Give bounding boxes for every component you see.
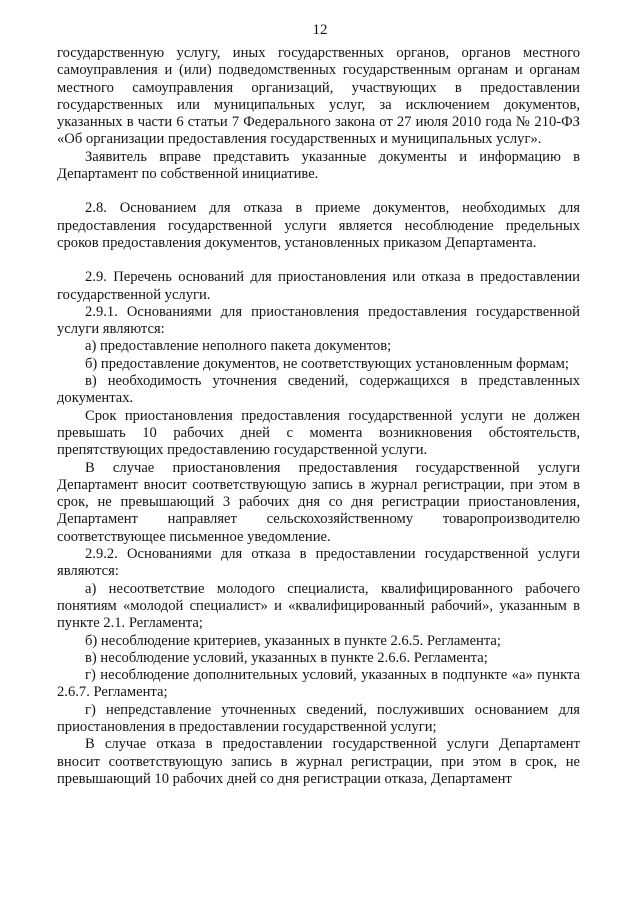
paragraph-gap xyxy=(57,183,580,200)
list-item-a: а) предоставление неполного пакета документов; xyxy=(85,338,392,355)
list-item-a: а) несоответствие молодого специалиста, квалифицированного рабочего понятиям «молодой специалист» и «квалифицированный рабочий», указанным в пункте 2.1. Регламента; xyxy=(57,580,580,632)
page-number: 12 xyxy=(312,22,328,38)
list-item-v: в) необходимость уточнения сведений, содержащихся в представленных документах. xyxy=(57,373,580,407)
paragraph-suspension-case: В случае приостановления предоставления государственной услуги Департамент вносит соответствующую запись в журнал регистрации, при этом в срок, не превышающий 3 рабочих дня со дня регистрации приостановления, Департамент направляет сельскохозяйственному товаропроизводителю соответствующее письменное уведомление. xyxy=(57,459,580,545)
paragraph-suspension-term: Срок приостановления предоставления государственной услуги не должен превышать 10 рабочих дней с момента возникновения обстоятельств, препятствующих предоставлению государственной услуги. xyxy=(57,407,580,459)
section-2-9: 2.9. Перечень оснований для приостановления или отказа в предоставлении государственной услуги. xyxy=(57,269,580,303)
paragraph-gap xyxy=(57,252,580,269)
list-item-g: г) несоблюдение дополнительных условий, указанных в подпункте «а» пункта 2.6.7. Регламента; xyxy=(57,667,580,701)
document-body xyxy=(57,45,580,788)
paragraph-applicant-right: Заявитель вправе представить указанные документы и информацию в Департамент по собственной инициативе. xyxy=(57,148,580,183)
section-2-9-1: 2.9.1. Основаниями для приостановления предоставления государственной услуги являются: xyxy=(57,303,580,338)
list-item-v: в) несоблюдение условий, указанных в пункте 2.6.6. Регламента; xyxy=(85,649,488,666)
paragraph-continuation: государственную услугу, иных государственных органов, органов местного самоуправления и (или) подведомственных государственным органам и органам местного самоуправления организаций, участвующих в предоставлении государственных или муниципальных услуг, за исключением документов, указанных в части 6 статьи 7 Федерального закона от 27 июля 2010 года № 210-ФЗ «Об организации предоставления государственных и муниципальных услуг». xyxy=(57,45,580,148)
list-item-b: б) предоставление документов, не соответствующих установленным формам; xyxy=(85,355,569,372)
list-item-g-second: г) непредставление уточненных сведений, послуживших основанием для приостановления в предоставлении государственной услуги; xyxy=(57,701,580,735)
section-2-9-2: 2.9.2. Основаниями для отказа в предоставлении государственной услуги являются: xyxy=(57,546,580,580)
section-2-8: 2.8. Основанием для отказа в приеме документов, необходимых для предоставления государственной услуги является несоблюдение предельных сроков предоставления документов, установленных приказом Департамента. xyxy=(57,200,580,251)
paragraph-refusal-case: В случае отказа в предоставлении государственной услуги Департамент вносит соответствующую запись в журнал регистрации, при этом в срок, не превышающий 10 рабочих дней со дня регистрации отказа, Департамент xyxy=(57,736,580,787)
list-item-b: б) несоблюдение критериев, указанных в пункте 2.6.5. Регламента; xyxy=(85,632,501,649)
